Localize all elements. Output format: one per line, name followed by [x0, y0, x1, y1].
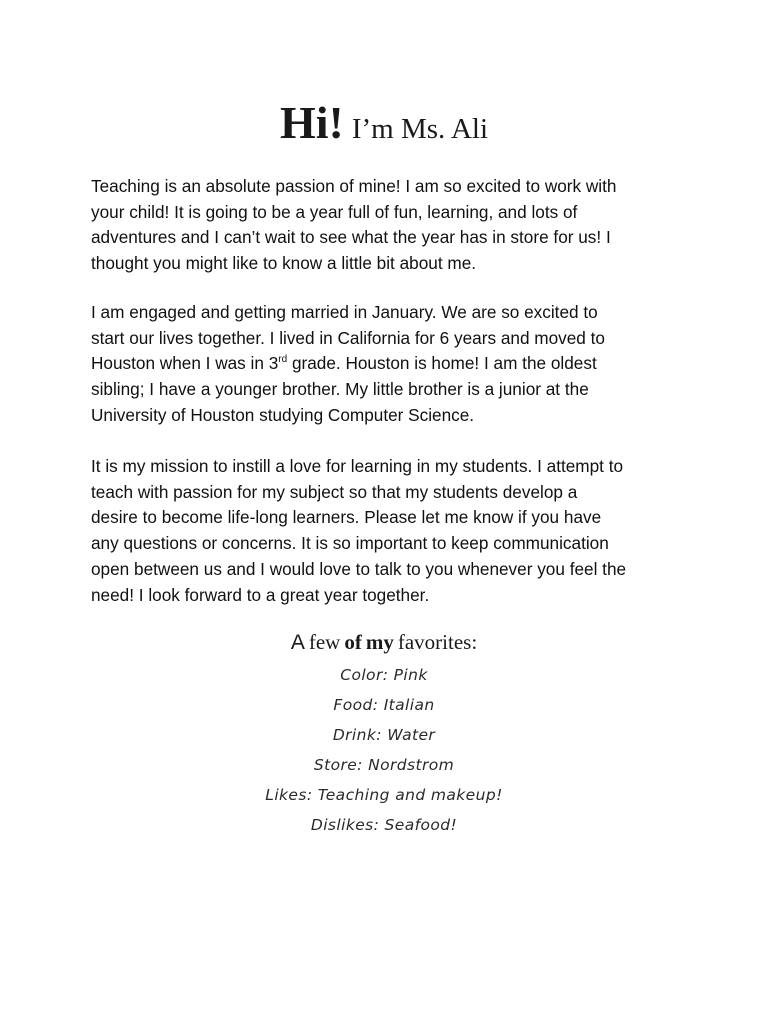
favorites-list	[0, 660, 768, 840]
paragraph-line: thought you might like to know a little bit about me.	[91, 253, 477, 274]
favorites-heading	[0, 630, 768, 655]
paragraph-line: open between us and I would love to talk to you whenever you feel the	[91, 558, 627, 579]
line-text: Houston when I was in 3	[91, 353, 279, 374]
heading-word: few	[308, 630, 341, 654]
favorite-item-color: Color: Pink	[340, 666, 428, 684]
paragraph-line: University of Houston studying Computer Science.	[91, 404, 475, 425]
title-greeting: Hi!	[279, 97, 344, 148]
paragraph-line: need! I look forward to a great year together.	[91, 584, 430, 605]
heading-word: favorites:	[397, 630, 478, 654]
favorite-item-store: Store: Nordstrom	[313, 756, 455, 774]
paragraph-line: teach with passion for my subject so that my students develop a	[91, 481, 578, 502]
paragraph-line: any questions or concerns. It is so important to keep communication	[91, 533, 609, 554]
paragraph-line: adventures and I can’t wait to see what the year has in store for us! I	[91, 227, 611, 248]
paragraph-line: It is my mission to instill a love for learning in my students. I attempt to	[91, 456, 624, 476]
favorite-item-dislikes: Dislikes: Seafood!	[310, 816, 458, 834]
favorite-item-drink: Drink: Water	[332, 726, 436, 744]
favorite-item-food: Food: Italian	[333, 696, 435, 714]
intro-paragraph	[91, 174, 691, 277]
paragraph-line: Teaching is an absolute passion of mine! I am so excited to work with	[91, 176, 617, 196]
paragraph-line: I am engaged and getting married in January. We are so excited to	[91, 302, 598, 322]
heading-word: A	[290, 631, 305, 654]
line-text: grade. Houston is home! I am the oldest	[287, 353, 597, 374]
paragraph-line	[91, 351, 691, 377]
paragraph-line: start our lives together. I lived in California for 6 years and moved to	[91, 327, 605, 348]
page-title	[0, 96, 768, 149]
heading-word: of	[344, 630, 362, 654]
mission-paragraph	[91, 454, 691, 608]
paragraph-line: your child! It is going to be a year full of fun, learning, and lots of	[91, 201, 578, 222]
ordinal-suffix: rd	[278, 354, 288, 366]
favorite-item-likes: Likes: Teaching and makeup!	[265, 786, 503, 804]
personal-paragraph	[91, 300, 691, 429]
title-name: I’m Ms. Ali	[351, 113, 489, 145]
heading-word: my	[365, 630, 394, 654]
paragraph-line: desire to become life-long learners. Please let me know if you have	[91, 507, 602, 528]
paragraph-line: sibling; I have a younger brother. My little brother is a junior at the	[91, 379, 589, 400]
